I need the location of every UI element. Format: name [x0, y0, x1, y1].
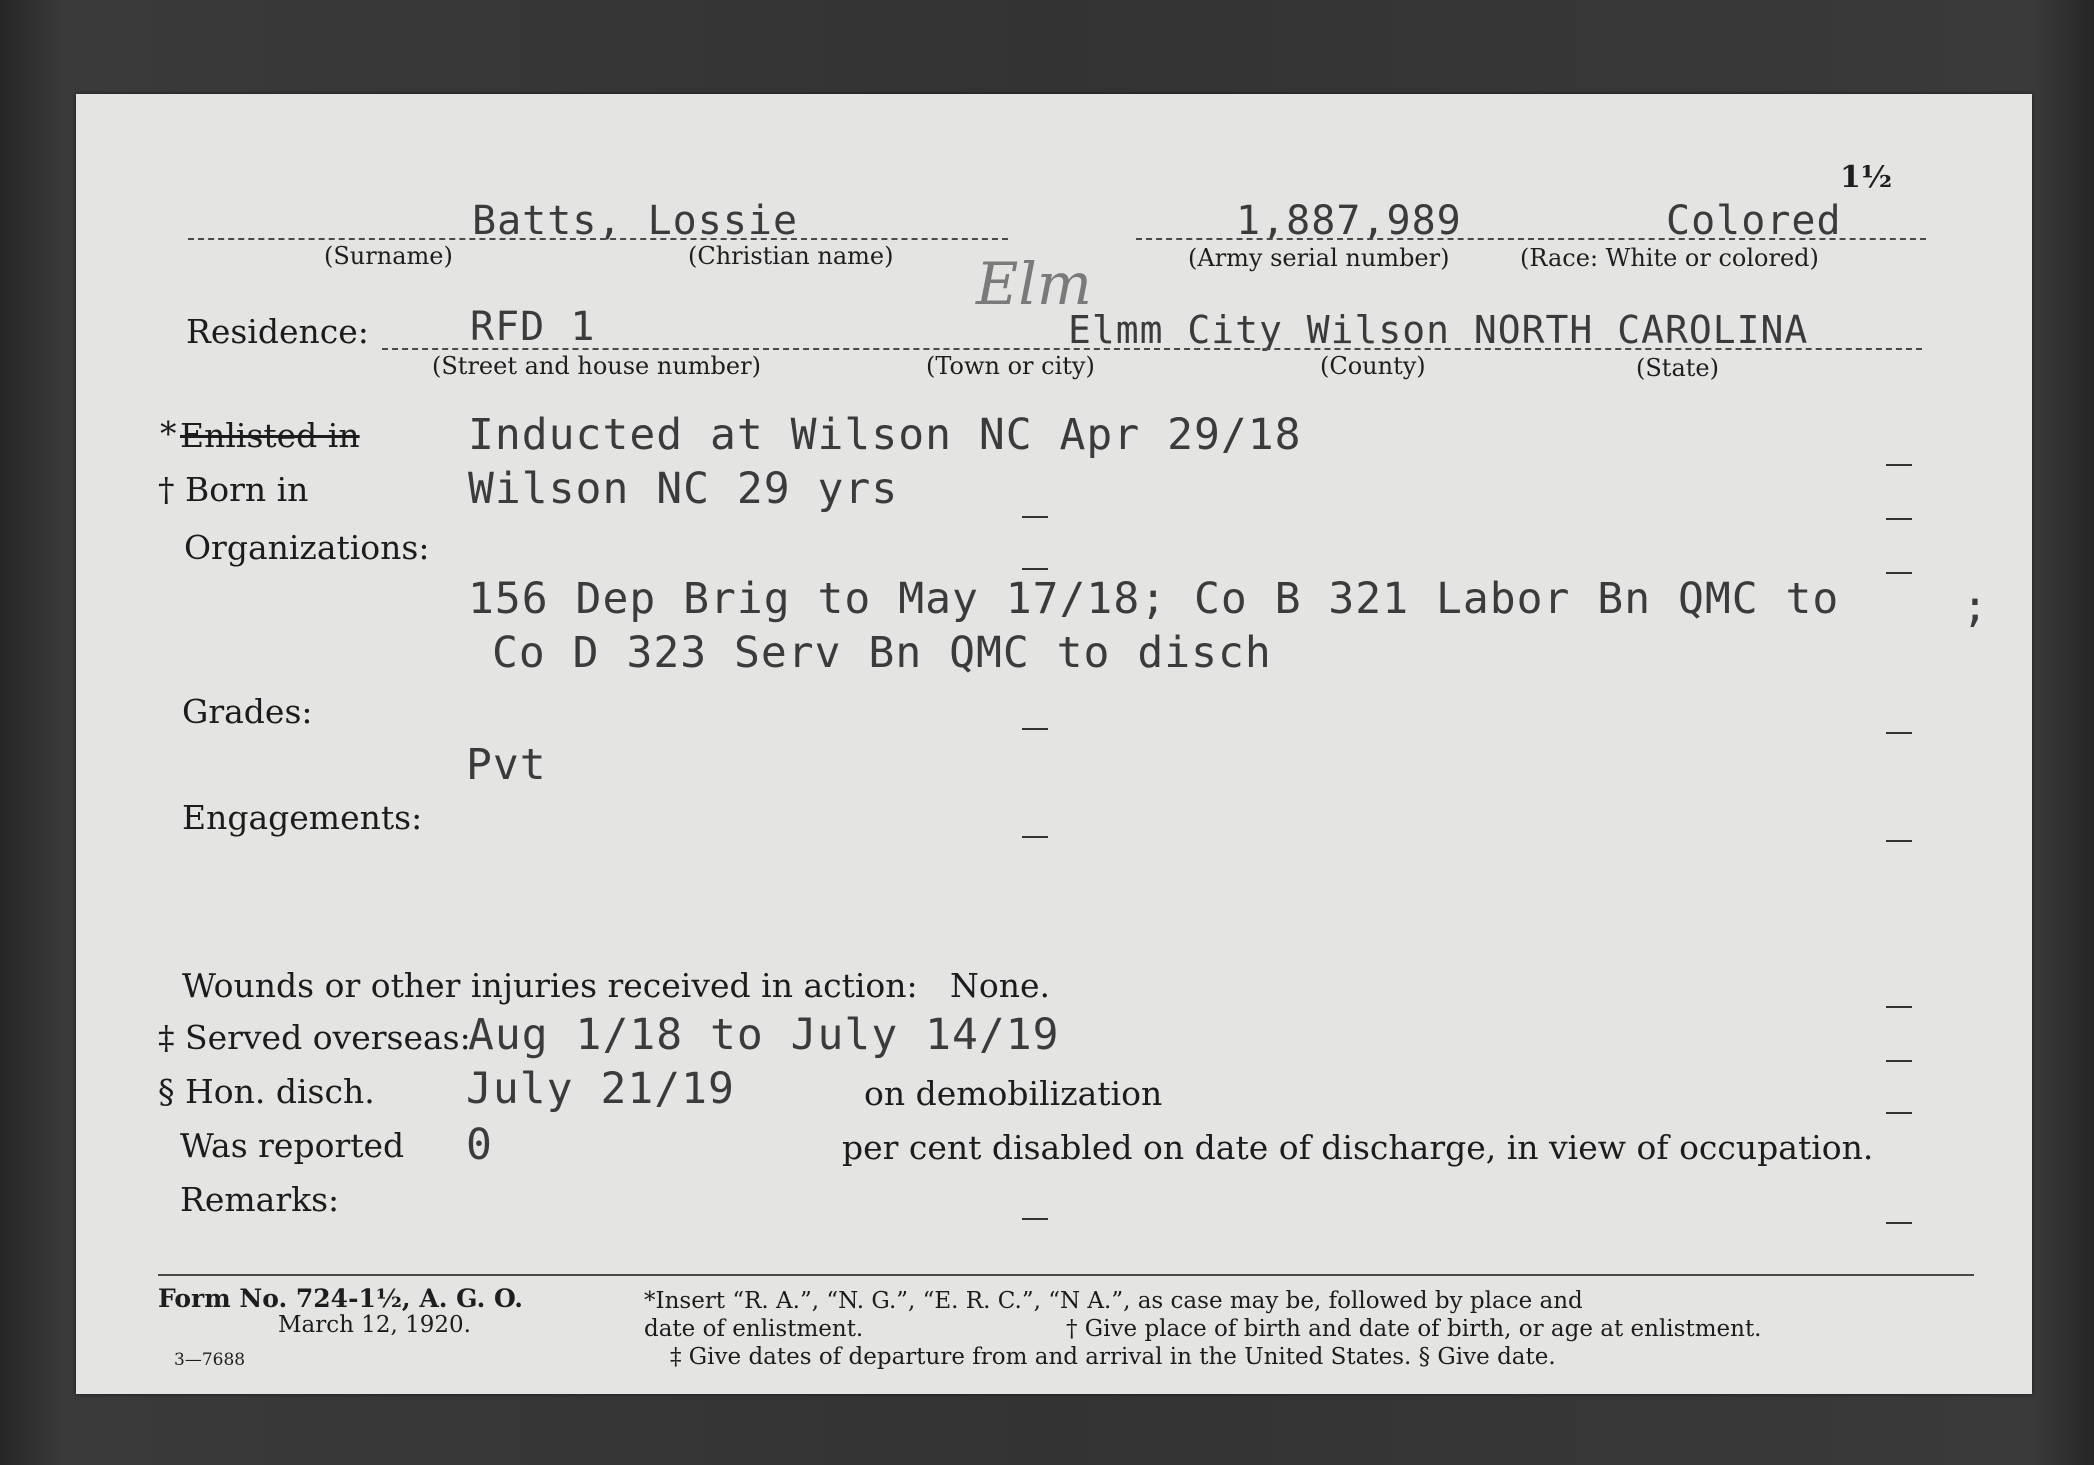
organizations-label: Organizations:: [184, 528, 430, 567]
served-overseas-value: Aug 1/18 to July 14/19: [468, 1010, 1060, 1060]
served-overseas-label: ‡ Served overseas:: [158, 1018, 471, 1057]
name-underline: [188, 238, 1008, 240]
race-caption: (Race: White or colored): [1520, 244, 1819, 272]
tick-mark: [1886, 1006, 1912, 1008]
born-value: Wilson NC 29 yrs: [468, 464, 899, 514]
wounds-label: Wounds or other injuries received in action:: [182, 966, 918, 1005]
tick-mark: [1886, 464, 1912, 466]
footnote-overseas: ‡ Give dates of departure from and arrival in the United States. § Give date.: [670, 1344, 1556, 1370]
grades-label: Grades:: [182, 692, 313, 731]
service-record-card: [76, 94, 2032, 1394]
form-number: Form No. 724-1½, A. G. O.: [158, 1284, 524, 1313]
town-caption: (Town or city): [926, 352, 1095, 380]
tick-mark: [1022, 516, 1048, 518]
county-caption: (County): [1320, 352, 1426, 380]
footnote-enlistment: *Insert “R. A.”, “N. G.”, “E. R. C.”, “N A.”, as case may be, followed by place and: [644, 1288, 1583, 1314]
footnote-birth: † Give place of birth and date of birth, or age at enlistment.: [1066, 1316, 1762, 1342]
organizations-line-2: Co D 323 Serv Bn QMC to disch: [492, 628, 1272, 678]
organizations-line-1: 156 Dep Brig to May 17/18; Co B 321 Labor Bn QMC to: [468, 574, 1840, 624]
surname-given-value: Batts, Lossie: [472, 198, 799, 244]
hon-disch-label: § Hon. disch.: [158, 1072, 375, 1111]
grades-value: Pvt: [466, 740, 547, 790]
residence-town-county-state-value: Elmm City Wilson NORTH CAROLINA: [1068, 308, 1809, 352]
serial-race-underline: [1136, 238, 1926, 240]
print-code: 3—7688: [174, 1350, 246, 1370]
residence-underline: [382, 348, 1922, 350]
serial-number-value: 1,887,989: [1236, 198, 1462, 244]
surname-caption: (Surname): [324, 242, 453, 270]
enlisted-mark: *: [160, 414, 177, 453]
tick-mark: [1886, 732, 1912, 734]
footer-rule: [158, 1274, 1974, 1276]
serial-caption: (Army serial number): [1188, 244, 1450, 272]
hon-disch-value: July 21/19: [466, 1064, 735, 1114]
was-reported-label: Was reported: [180, 1126, 405, 1165]
tick-mark: [1022, 728, 1048, 730]
enlisted-value: Inducted at Wilson NC Apr 29/18: [468, 410, 1302, 460]
tick-mark: [1886, 840, 1912, 842]
engagements-label: Engagements:: [182, 798, 423, 837]
handwritten-annotation: Elm: [976, 250, 1092, 318]
tick-mark: [1886, 518, 1912, 520]
footnote-enlistment-cont: date of enlistment.: [644, 1316, 864, 1342]
tick-mark: [1886, 1222, 1912, 1224]
state-caption: (State): [1636, 354, 1719, 382]
was-reported-value: 0: [466, 1120, 493, 1170]
street-caption: (Street and house number): [432, 352, 761, 380]
residence-street-value: RFD 1: [470, 304, 596, 350]
race-value: Colored: [1666, 198, 1842, 244]
wounds-value: None.: [950, 966, 1051, 1005]
tick-mark: [1886, 572, 1912, 574]
hon-disch-reason: on demobilization: [864, 1074, 1163, 1113]
tick-mark: [1022, 836, 1048, 838]
enlisted-label: Enlisted in: [180, 416, 360, 455]
fraction-mark: 1½: [1840, 160, 1893, 195]
remarks-label: Remarks:: [180, 1180, 340, 1219]
born-label: † Born in: [158, 470, 309, 509]
organizations-semicolon: ;: [1962, 582, 1989, 632]
tick-mark: [1022, 568, 1048, 570]
was-reported-text: per cent disabled on date of discharge, in view of occupation.: [842, 1128, 1874, 1167]
residence-label: Residence:: [186, 312, 369, 351]
tick-mark: [1886, 1060, 1912, 1062]
tick-mark: [1022, 1218, 1048, 1220]
tick-mark: [1886, 1112, 1912, 1114]
christian-name-caption: (Christian name): [688, 242, 894, 270]
form-date: March 12, 1920.: [278, 1312, 471, 1338]
